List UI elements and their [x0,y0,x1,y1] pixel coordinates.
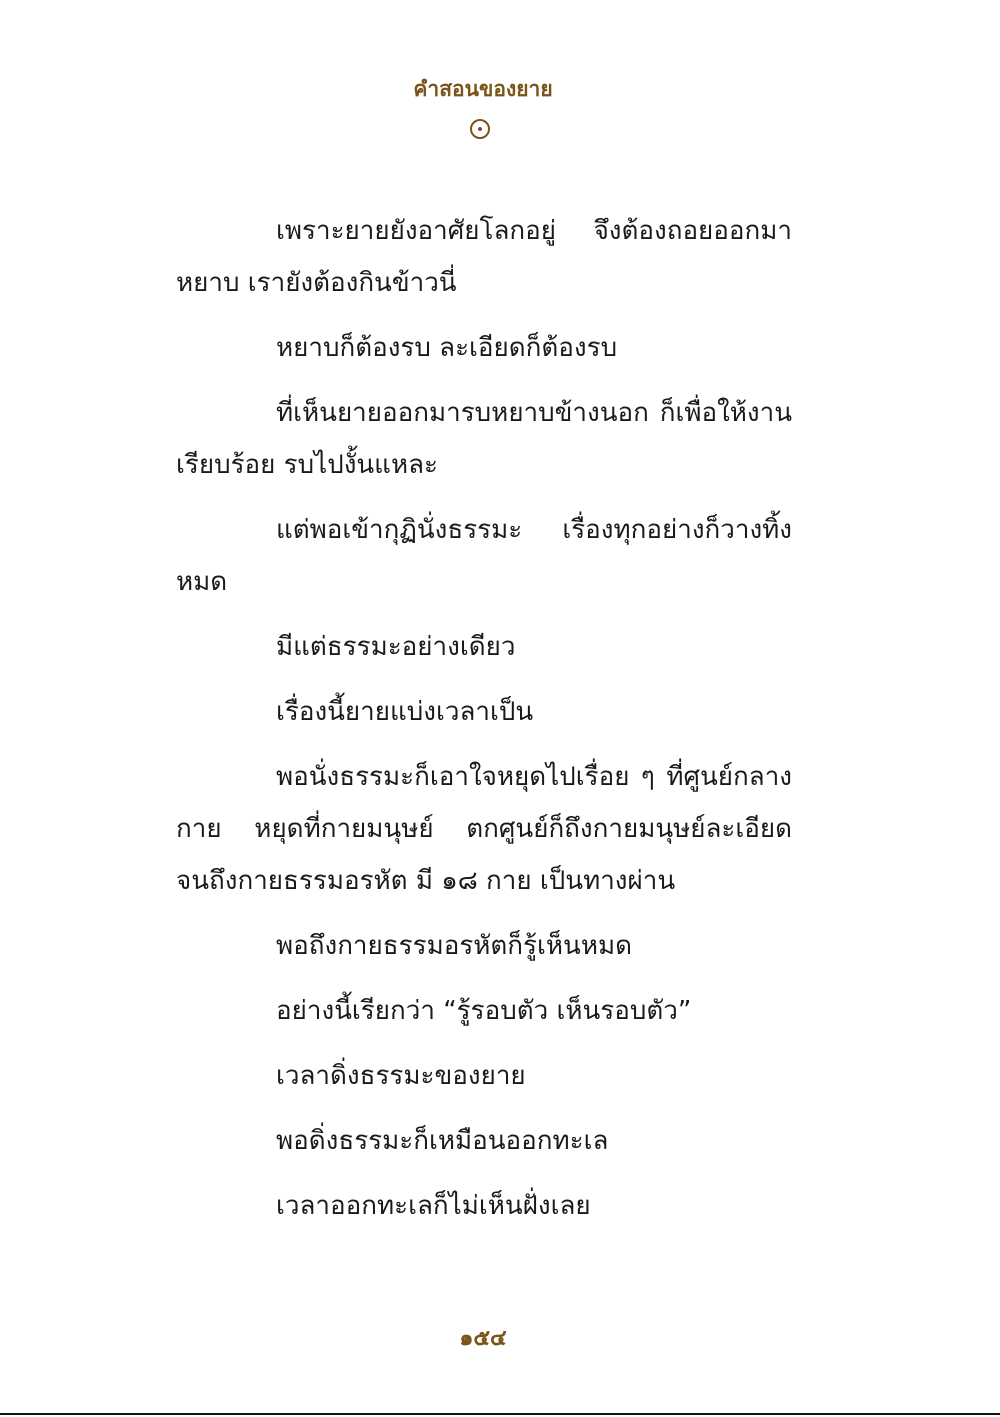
paragraph-1: เพราะยายยังอาศัยโลกอยู่ จึงต้องถอยออกมาหยาบ เรายังต้องกินข้าวนี่ [176,216,792,298]
body-text [176,205,792,1245]
paragraph-2: หยาบก็ต้องรบ ละเอียดก็ต้องรบ [276,333,618,363]
paragraph-8: พอถึงกายธรรมอรหัตก็รู้เห็นหมด [276,931,632,961]
running-header-title: คำสอนของยาย [413,77,553,101]
paragraph-12: เวลาออกทะเลก็ไม่เห็นฝั่งเลย [276,1191,591,1221]
paragraph-6: เรื่องนี้ยายแบ่งเวลาเป็น [276,697,534,727]
paragraph-4: แต่พอเข้ากุฏินั่งธรรมะ เรื่องทุกอย่างก็วางทิ้งหมด [176,515,792,597]
circle-dot-icon [470,119,490,139]
paragraph-7: พอนั่งธรรมะก็เอาใจหยุดไปเรื่อย ๆ ที่ศูนย์กลางกาย หยุดที่กายมนุษย์ ตกศูนย์ก็ถึงกายมนุษย์ละเอียดจนถึงกายธรรมอรหัต มี ๑๘ กาย เป็นทางผ่าน [176,762,792,896]
ornament-center-dot [478,127,482,131]
paragraph-3: ที่เห็นยายออกมารบหยาบข้างนอก ก็เพื่อให้งานเรียบร้อย รบไปงั้นแหละ [176,398,792,480]
paragraph-5: มีแต่ธรรมะอย่างเดียว [276,632,516,662]
page-number: ๑๕๔ [459,1326,507,1351]
paragraph-11: พอดิ่งธรรมะก็เหมือนออกทะเล [276,1126,609,1156]
paragraph-9: อย่างนี้เรียกว่า “รู้รอบตัว เห็นรอบตัว” [276,996,692,1026]
bottom-edge-rule [0,1413,1000,1415]
paragraph-10: เวลาดิ่งธรรมะของยาย [276,1061,526,1091]
